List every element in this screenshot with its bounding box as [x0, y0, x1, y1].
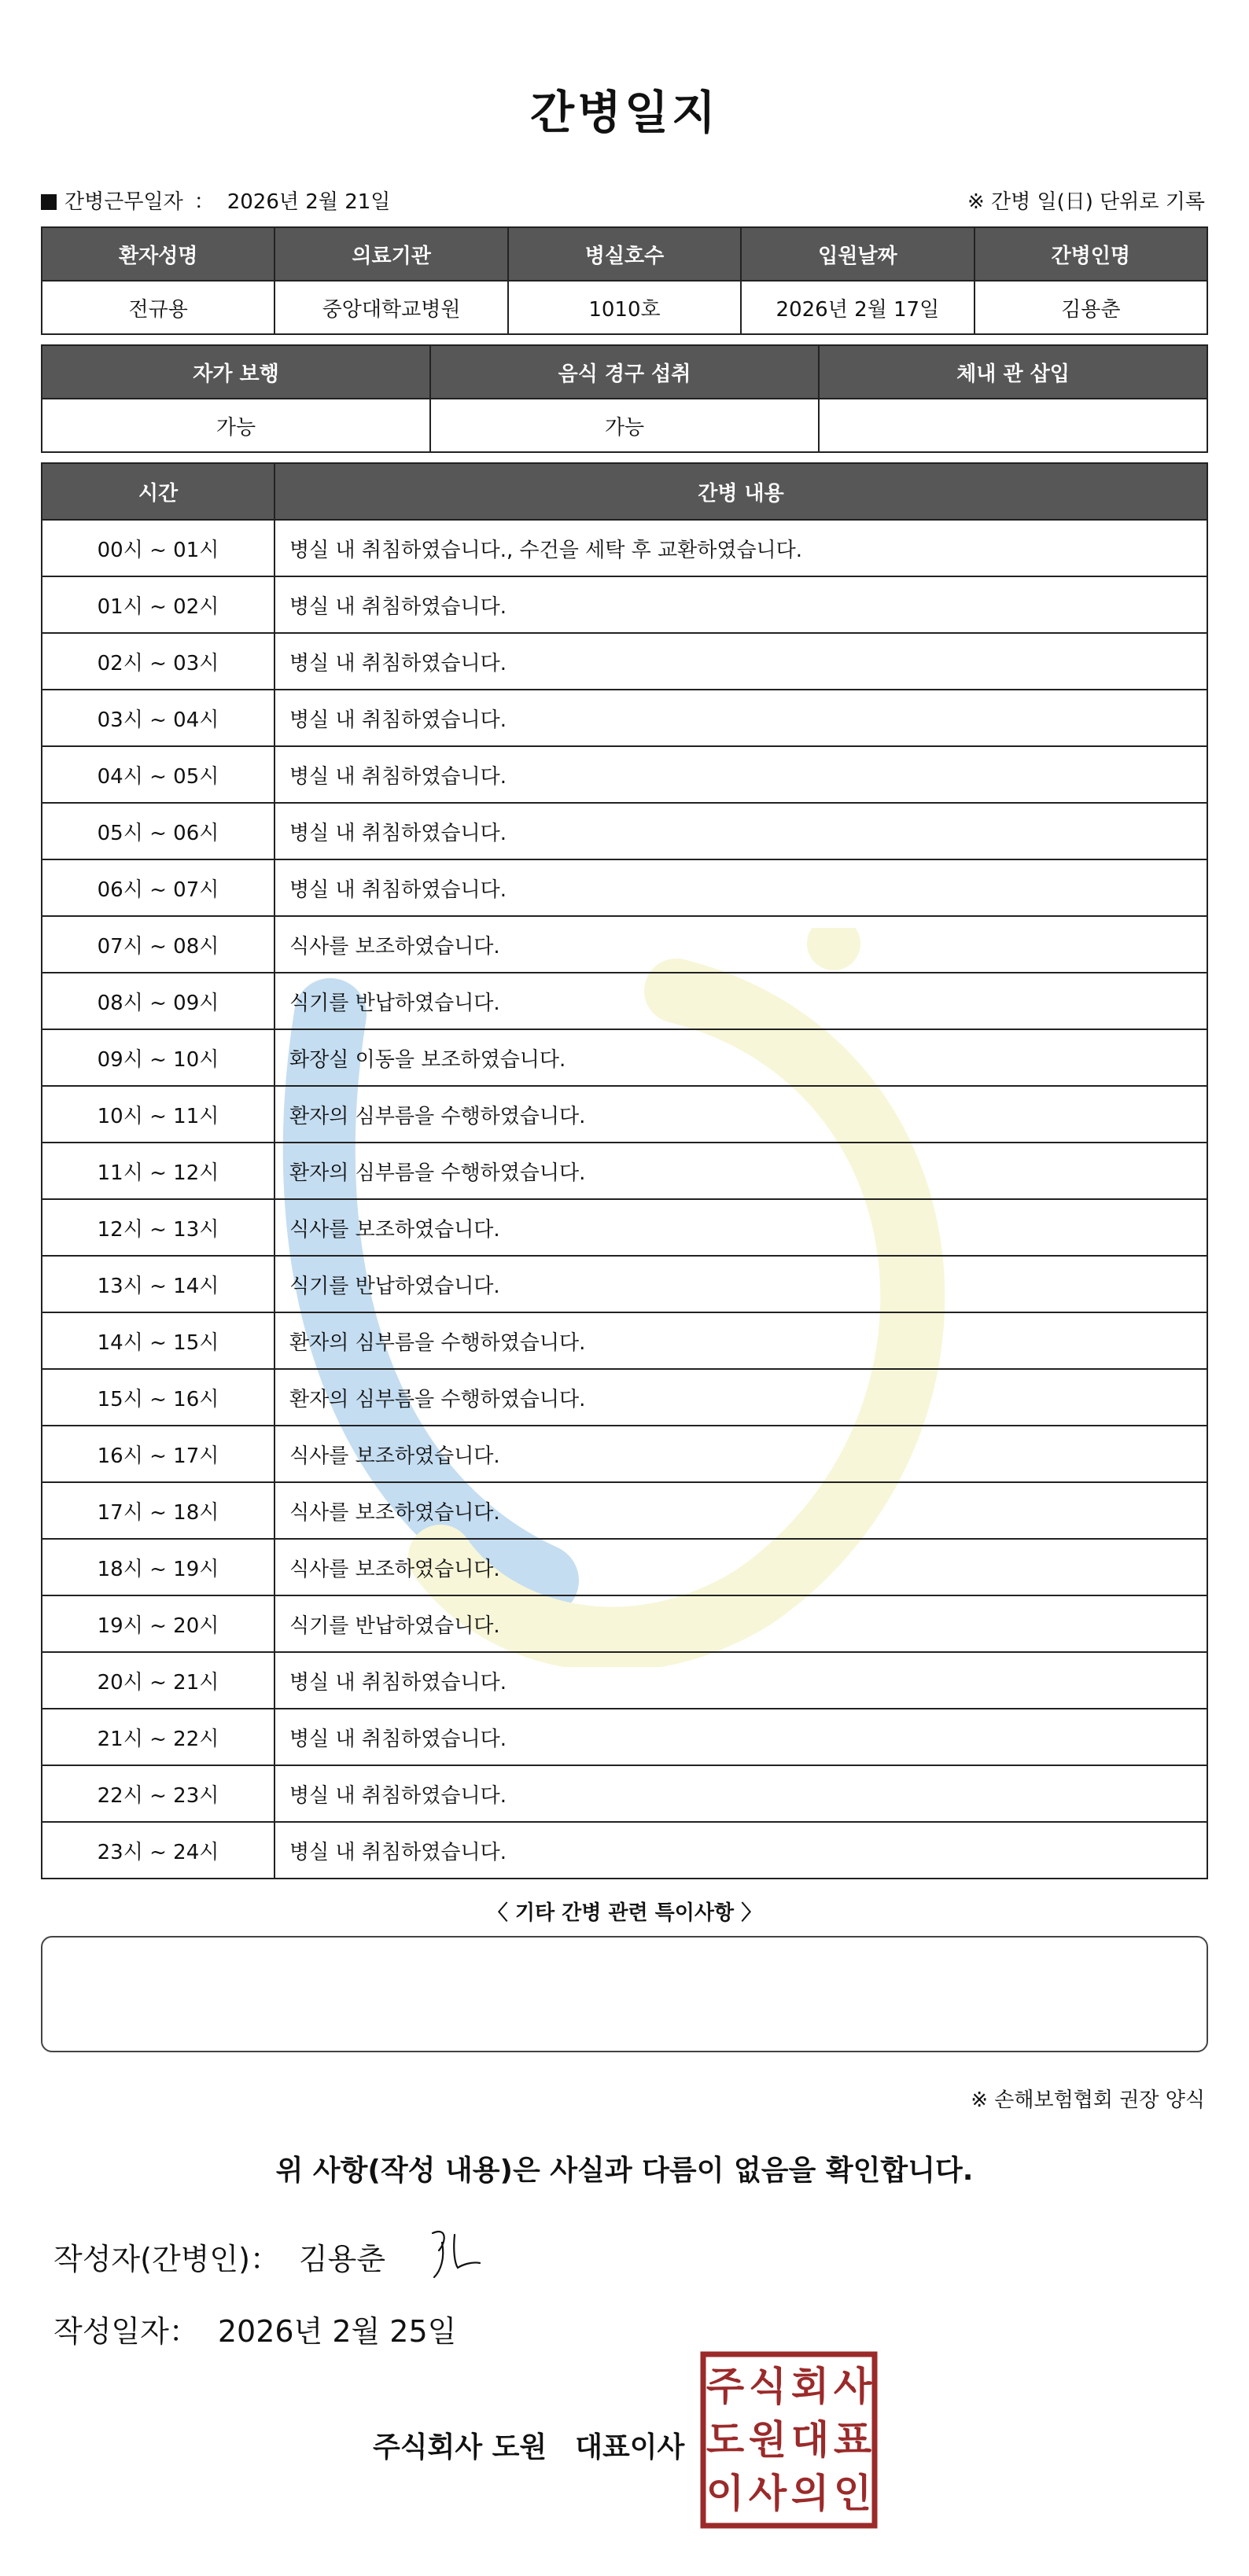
- daily-record-note: ※ 간병 일(日) 단위로 기록: [967, 190, 1205, 214]
- table-row: [42, 1652, 1207, 1709]
- time-slot: 02시 ~ 03시: [42, 633, 274, 690]
- time-slot: 23시 ~ 24시: [42, 1822, 274, 1879]
- time-slot: 08시 ~ 09시: [42, 973, 274, 1029]
- table-row: [42, 803, 1207, 859]
- nursing-date-colon: ：: [193, 190, 215, 214]
- time-slot: 00시 ~ 01시: [42, 520, 274, 576]
- seal-character: 이: [706, 2471, 745, 2516]
- care-log-table: [41, 462, 1208, 1879]
- table-row: [42, 633, 1207, 690]
- table-row: [42, 281, 1207, 334]
- tube-insertion-value: [819, 399, 1207, 452]
- care-content: 병실 내 취침하였습니다.: [274, 1765, 1207, 1822]
- handwritten-signature: [423, 2219, 486, 2282]
- write-date-label: 작성일자：: [53, 2314, 199, 2349]
- care-content: 병실 내 취침하였습니다.: [274, 746, 1207, 803]
- special-notes-box: [41, 1936, 1208, 2052]
- time-slot: 18시 ~ 19시: [42, 1539, 274, 1595]
- seal-character: 대: [790, 2417, 830, 2463]
- table-header-row: [42, 345, 1207, 399]
- care-content: 식사를 보조하였습니다.: [274, 1539, 1207, 1595]
- table-row: [42, 859, 1207, 916]
- table-row: [42, 1822, 1207, 1879]
- care-content: 병실 내 취침하였습니다.: [274, 1822, 1207, 1879]
- table-header-row: [42, 463, 1207, 520]
- table-row: [42, 973, 1207, 1029]
- care-content: 병실 내 취침하였습니다.: [274, 633, 1207, 690]
- writer-name: 김용춘: [298, 2242, 386, 2276]
- header-caregiver-name: 간병인명: [975, 227, 1207, 281]
- table-header-row: [42, 227, 1207, 281]
- header-admission-date: 입원날짜: [741, 227, 974, 281]
- table-row: [42, 1256, 1207, 1312]
- care-content: 병실 내 취침하였습니다.: [274, 690, 1207, 746]
- nursing-date-label: 간병근무일자: [64, 190, 183, 214]
- care-content: 병실 내 취침하였습니다.: [274, 803, 1207, 859]
- table-row: [42, 1765, 1207, 1822]
- nursing-date-line: [41, 186, 390, 215]
- time-slot: 05시 ~ 06시: [42, 803, 274, 859]
- company-ceo-title: 대표이사: [575, 2431, 685, 2464]
- care-content: 병실 내 취침하였습니다., 수건을 세탁 후 교환하였습니다.: [274, 520, 1207, 576]
- time-slot: 10시 ~ 11시: [42, 1086, 274, 1143]
- header-time: 시간: [42, 463, 274, 520]
- care-content: 환자의 심부름을 수행하였습니다.: [274, 1312, 1207, 1369]
- table-row: [42, 1199, 1207, 1256]
- table-row: [42, 399, 1207, 452]
- confirmation-statement: 위 사항(작성 내용)은 사실과 다름이 없음을 확인합니다.: [275, 2155, 974, 2187]
- table-row: [42, 1709, 1207, 1765]
- care-content: 식사를 보조하였습니다.: [274, 1199, 1207, 1256]
- header-tube-insertion: 체내 관 삽입: [819, 345, 1207, 399]
- time-slot: 20시 ~ 21시: [42, 1652, 274, 1709]
- writer-label: 작성자(간병인)：: [53, 2242, 280, 2276]
- document-title: 간병일지: [529, 86, 720, 139]
- care-content: 병실 내 취침하였습니다.: [274, 1652, 1207, 1709]
- special-notes-title: 〈 기타 간병 관련 특이사항 〉: [487, 1901, 762, 1925]
- write-date-line: [53, 2307, 456, 2350]
- seal-character: 식: [748, 2364, 787, 2409]
- time-slot: 17시 ~ 18시: [42, 1482, 274, 1539]
- seal-character: 사: [748, 2471, 787, 2516]
- table-row: [42, 1143, 1207, 1199]
- table-row: [42, 1595, 1207, 1652]
- time-slot: 07시 ~ 08시: [42, 916, 274, 973]
- time-slot: 01시 ~ 02시: [42, 576, 274, 633]
- time-slot: 04시 ~ 05시: [42, 746, 274, 803]
- seal-character: 도: [706, 2417, 745, 2463]
- seal-character: 의: [790, 2471, 830, 2516]
- table-row: [42, 1539, 1207, 1595]
- time-slot: 19시 ~ 20시: [42, 1595, 274, 1652]
- care-content: 환자의 심부름을 수행하였습니다.: [274, 1369, 1207, 1426]
- care-content: 화장실 이동을 보조하였습니다.: [274, 1029, 1207, 1086]
- patient-info-table: [41, 226, 1208, 335]
- seal-character: 사: [833, 2364, 872, 2409]
- seal-character: 주: [706, 2364, 745, 2409]
- care-content: 식사를 보조하였습니다.: [274, 1482, 1207, 1539]
- table-row: [42, 1029, 1207, 1086]
- care-content: 환자의 심부름을 수행하였습니다.: [274, 1143, 1207, 1199]
- header-patient-name: 환자성명: [42, 227, 274, 281]
- header-care-content: 간병 내용: [274, 463, 1207, 520]
- seal-character: 회: [790, 2364, 830, 2409]
- patient-name: 전규용: [42, 281, 274, 334]
- oral-intake-value: 가능: [430, 399, 819, 452]
- time-slot: 16시 ~ 17시: [42, 1426, 274, 1482]
- care-content: 식기를 반납하였습니다.: [274, 973, 1207, 1029]
- time-slot: 15시 ~ 16시: [42, 1369, 274, 1426]
- time-slot: 11시 ~ 12시: [42, 1143, 274, 1199]
- table-row: [42, 520, 1207, 576]
- time-slot: 12시 ~ 13시: [42, 1199, 274, 1256]
- time-slot: 22시 ~ 23시: [42, 1765, 274, 1822]
- care-content: 식기를 반납하였습니다.: [274, 1256, 1207, 1312]
- care-content: 병실 내 취침하였습니다.: [274, 859, 1207, 916]
- time-slot: 13시 ~ 14시: [42, 1256, 274, 1312]
- square-bullet-icon: [41, 194, 57, 210]
- recommended-form-note: ※ 손해보험협회 권장 양식: [971, 2088, 1205, 2112]
- medical-institution: 중앙대학교병원: [274, 281, 507, 334]
- seal-character: 인: [833, 2471, 872, 2516]
- admission-date: 2026년 2월 17일: [741, 281, 974, 334]
- company-name: 주식회사 도원: [373, 2431, 547, 2464]
- header-medical-institution: 의료기관: [274, 227, 507, 281]
- table-row: [42, 916, 1207, 973]
- care-content: 식기를 반납하였습니다.: [274, 1595, 1207, 1652]
- time-slot: 09시 ~ 10시: [42, 1029, 274, 1086]
- seal-character: 원: [748, 2417, 787, 2463]
- table-row: [42, 1426, 1207, 1482]
- time-slot: 14시 ~ 15시: [42, 1312, 274, 1369]
- write-date-value: 2026년 2월 25일: [217, 2314, 457, 2349]
- patient-status-table: [41, 344, 1208, 453]
- care-content: 식사를 보조하였습니다.: [274, 916, 1207, 973]
- table-row: [42, 1086, 1207, 1143]
- company-line: [373, 2425, 684, 2465]
- room-number: 1010호: [508, 281, 741, 334]
- table-row: [42, 1312, 1207, 1369]
- caregiver-name: 김용춘: [975, 281, 1207, 334]
- care-content: 병실 내 취침하였습니다.: [274, 576, 1207, 633]
- writer-line: [53, 2235, 385, 2278]
- table-row: [42, 690, 1207, 746]
- care-content: 환자의 심부름을 수행하였습니다.: [274, 1086, 1207, 1143]
- table-row: [42, 746, 1207, 803]
- table-row: [42, 1369, 1207, 1426]
- header-room-number: 병실호수: [508, 227, 741, 281]
- nursing-date-value: 2026년 2월 21일: [227, 190, 391, 214]
- time-slot: 03시 ~ 04시: [42, 690, 274, 746]
- time-slot: 06시 ~ 07시: [42, 859, 274, 916]
- header-self-walking: 자가 보행: [42, 345, 430, 399]
- company-seal-stamp: [700, 2351, 878, 2529]
- seal-character: 표: [833, 2417, 872, 2463]
- care-content: 식사를 보조하였습니다.: [274, 1426, 1207, 1482]
- care-content: 병실 내 취침하였습니다.: [274, 1709, 1207, 1765]
- time-slot: 21시 ~ 22시: [42, 1709, 274, 1765]
- table-row: [42, 576, 1207, 633]
- care-log-body: [42, 520, 1207, 1879]
- table-row: [42, 1482, 1207, 1539]
- header-oral-intake: 음식 경구 섭취: [430, 345, 819, 399]
- self-walking-value: 가능: [42, 399, 430, 452]
